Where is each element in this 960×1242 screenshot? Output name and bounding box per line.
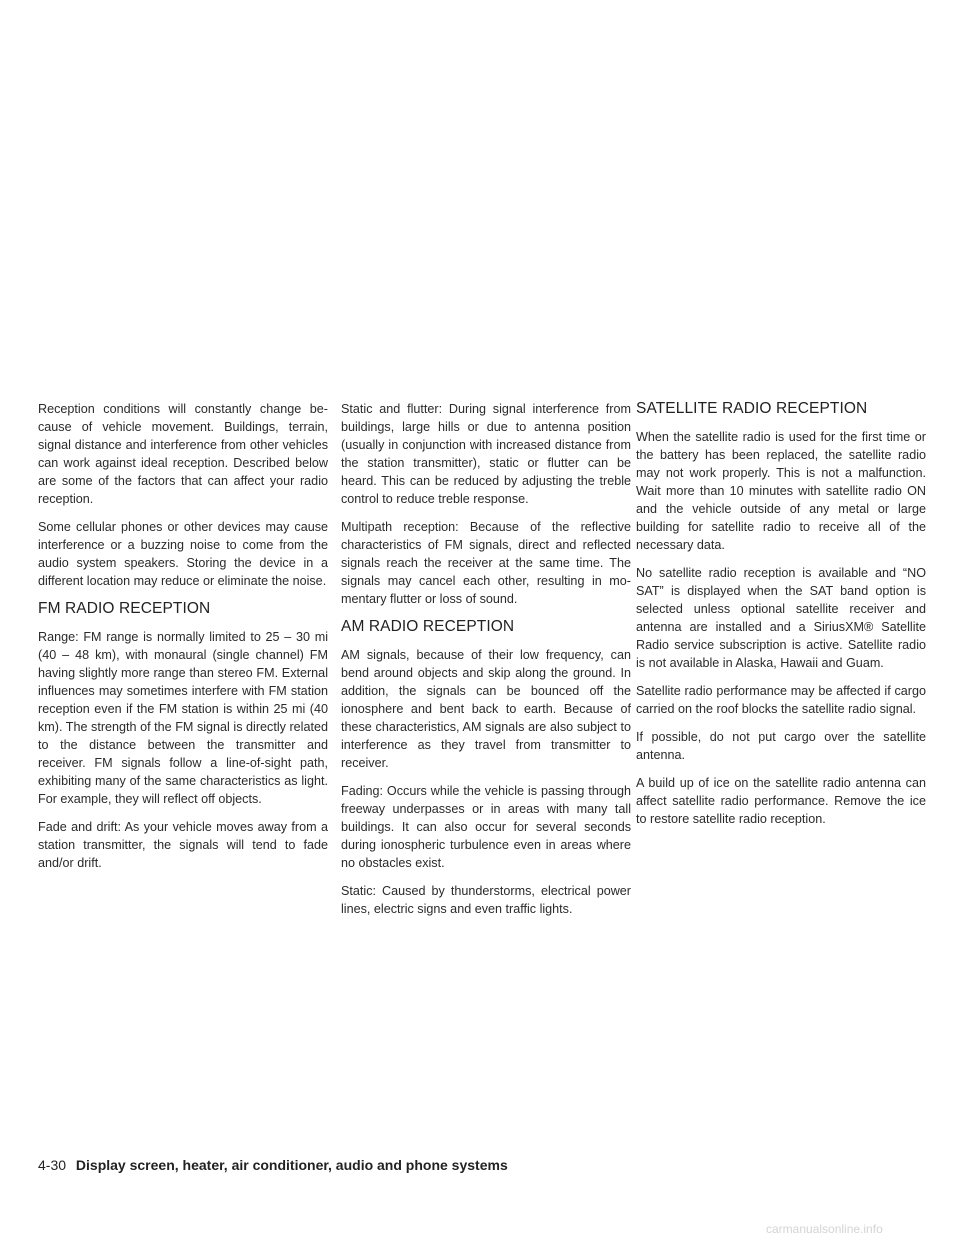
fading-paragraph: Fading: Occurs while the vehicle is passing through freeway underpasses or in areas with many tall buildings. It can also occur for several seconds during ionospheric turbulence even in areas where no obstacles exist.	[341, 784, 631, 870]
watermark: carmanualsonline.info	[766, 1222, 883, 1236]
intro-paragraph: Reception conditions will constantly change because of vehicle movement. Buildings, terrain, signal distance and interference from other vehicles can work against ideal reception. Described below are some of the factors that can affect your radio reception.	[38, 402, 328, 506]
static-paragraph: Static: Caused by thunderstorms, electrical power lines, electric signs and even traffic lights.	[341, 884, 631, 916]
column-2	[341, 400, 631, 928]
multipath-paragraph: Multipath reception: Because of the reflective characteristics of FM signals, direct and reflected signals reach the receiver at the same time. The signals may cancel each other, resulting in momentary flutter or loss of sound.	[341, 520, 631, 606]
satellite-reception-heading: SATELLITE RADIO RECEPTION	[636, 400, 868, 417]
section-title: Display screen, heater, air conditioner, audio and phone systems	[75, 1157, 508, 1173]
am-reception-heading: AM RADIO RECEPTION	[341, 618, 515, 635]
fade-drift-paragraph: Fade and drift: As your vehicle moves away from a station transmitter, the signals will tend to fade and/or drift.	[38, 820, 328, 870]
ice-paragraph: A build up of ice on the satellite radio antenna can affect satellite radio performance. Remove the ice to restore satellite radio reception.	[636, 776, 926, 826]
interference-paragraph: Some cellular phones or other devices may cause interference or a buzzing noise to come from the audio system speakers. Storing the device in a different location may reduce or eliminate the noise.	[38, 520, 328, 588]
page-number: 4-30	[38, 1157, 67, 1173]
fm-reception-heading: FM RADIO RECEPTION	[38, 600, 211, 617]
page-footer	[38, 1157, 508, 1173]
column-1	[38, 400, 328, 882]
fm-range-paragraph: Range: FM range is normally limited to 25 – 30 mi (40 – 48 km), with monaural (single channel) FM having slightly more range than stereo FM. External influences may sometimes interfere with FM station reception even if the FM station is within 25 mi (40 km). The strength of the FM signal is directly related to the distance between the transmitter and receiver. FM signals follow a line-of-sight path, exhibiting many of the same characteristics as light. For example, they will reflect off objects.	[38, 630, 328, 806]
column-3	[636, 400, 926, 838]
cargo-paragraph: Satellite radio performance may be affected if cargo carried on the roof blocks the satellite radio signal.	[636, 684, 926, 716]
first-use-paragraph: When the satellite radio is used for the first time or the battery has been replaced, the satellite radio may not work properly. This is not a malfunction. Wait more than 10 minutes with satellite radio ON and the vehicle outside of any metal or large building for satellite radio to receive all of the necessary data.	[636, 430, 926, 552]
am-signals-paragraph: AM signals, because of their low frequency, can bend around objects and skip along the ground. In addition, the signals can be bounced off the ionosphere and bent back to earth. Because of these characteristics, AM signals are also subject to interference as they travel from transmitter to receiver.	[341, 648, 631, 770]
static-flutter-paragraph: Static and flutter: During signal interference from buildings, large hills or due to antenna position (usually in conjunction with increased distance from the station transmitter), static or flutter can be heard. This can be reduced by adjusting the treble control to reduce treble response.	[341, 402, 631, 506]
no-sat-paragraph: No satellite radio reception is available and “NO SAT” is displayed when the SAT band option is selected unless optional satellite receiver and antenna are installed and a SiriusXM® Satellite Radio service subscription is active. Satellite radio is not available in Alaska, Hawaii and Guam.	[636, 566, 926, 670]
antenna-cargo-paragraph: If possible, do not put cargo over the satellite antenna.	[636, 730, 926, 762]
